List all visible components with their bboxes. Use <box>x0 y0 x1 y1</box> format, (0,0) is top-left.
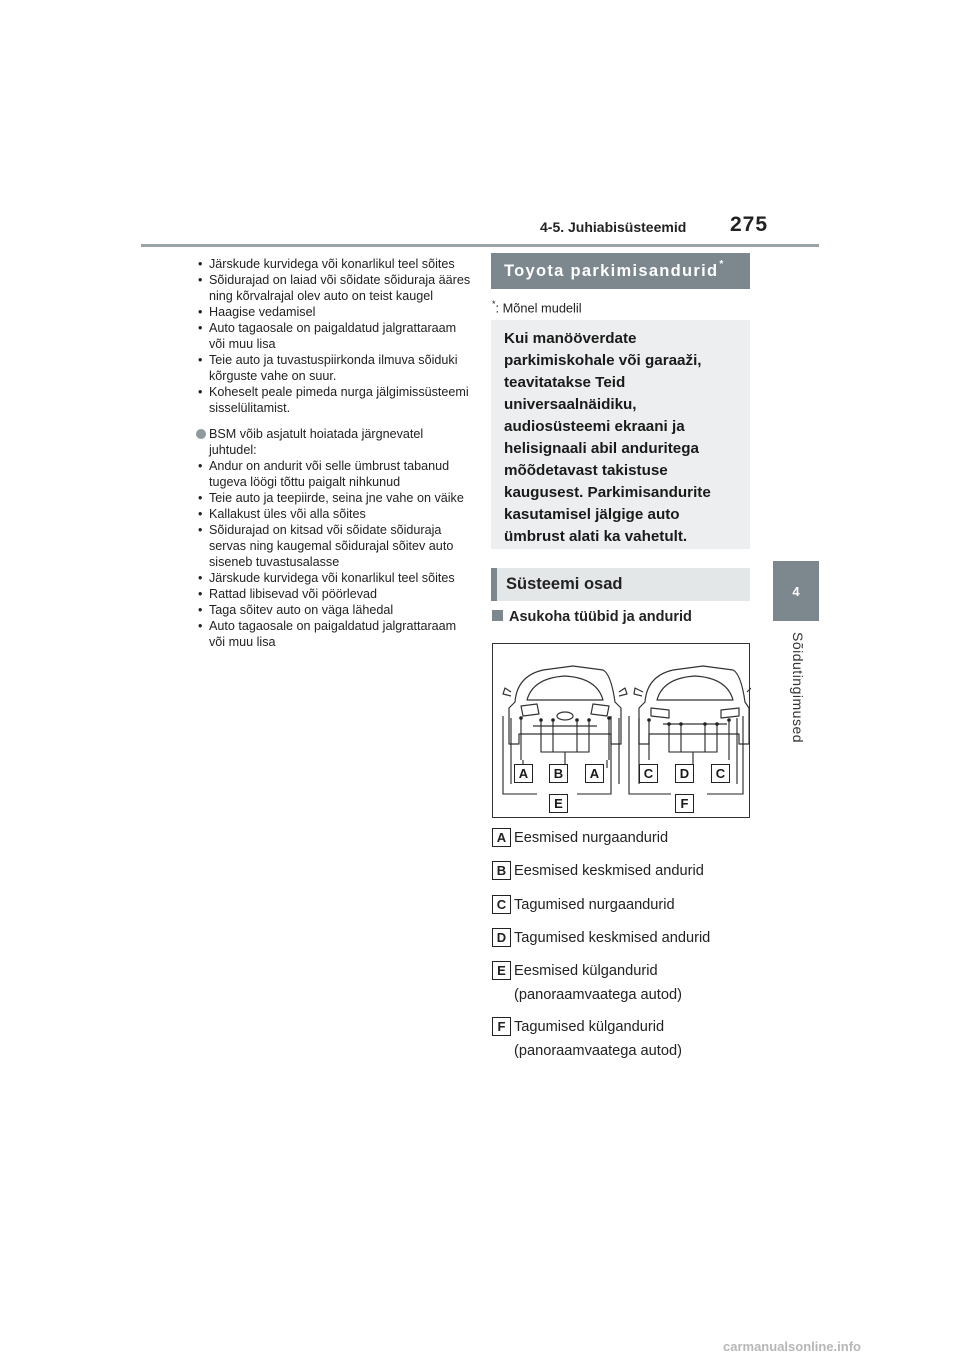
chapter-label: Sõidutingimused <box>790 632 806 744</box>
legend-item-d <box>492 926 752 950</box>
intro-box: Kui manööverdate parkimiskohale või garaaži, teavitatakse Teid universaalnäidiku, audiosüsteemi ekraani ja helisignaali abil anduritega mõõdetavast takistuse kaugusest. Parkimisandurite kasutamisel jälgige auto ümbrust alati ka vahetult. <box>491 320 750 549</box>
label-a-right: A <box>585 764 604 783</box>
label-d: D <box>675 764 694 783</box>
legend-text: Eesmised keskmised andurid <box>514 863 704 879</box>
list-item: • Rattad libisevad või pöörlevad <box>196 586 471 602</box>
square-bullet-icon <box>492 610 503 621</box>
section-title-bar <box>491 253 750 289</box>
list-item: • Koheselt peale pimeda nurga jälgimissüsteemi sisselülitamist. <box>196 384 471 416</box>
rear-car-outline <box>639 666 749 744</box>
section-header: 4-5. Juhiabisüsteemid <box>540 219 687 235</box>
list-item: • Järskude kurvidega või konarlikul teel sõites <box>196 256 471 272</box>
watermark: carmanualsonline.info <box>723 1339 861 1354</box>
header-divider <box>141 244 819 247</box>
legend-item-f <box>492 1015 702 1063</box>
condition-list-1 <box>196 256 471 416</box>
list-item: • Sõidurajad on laiad või sõidate sõiduraja ääres ning kõrvalrajal olev auto on teist kaugel <box>196 272 471 304</box>
list-item: • Teie auto ja teepiirde, seina jne vahe on väike <box>196 490 471 506</box>
chapter-tab: 4 <box>773 561 819 621</box>
legend-item-b <box>492 859 752 883</box>
legend-item-e <box>492 959 692 1007</box>
subheading <box>492 609 692 625</box>
legend-item-a <box>492 826 752 850</box>
footnote-asterisk: * <box>492 299 496 309</box>
label-c-right: C <box>711 764 730 783</box>
legend-text: Tagumised nurgaandurid <box>514 897 675 913</box>
left-column <box>196 256 471 650</box>
title-asterisk: * <box>719 258 725 270</box>
list-item: • Auto tagaosale on paigaldatud jalgrattaraam või muu lisa <box>196 320 471 352</box>
section-title: Toyota parkimisandurid <box>504 261 719 280</box>
label-a-left: A <box>514 764 533 783</box>
sensor-diagram-drawing <box>493 644 751 819</box>
legend-key: E <box>492 961 511 980</box>
list-item: • Haagise vedamisel <box>196 304 471 320</box>
list-item: • Auto tagaosale on paigaldatud jalgrattaraam või muu lisa <box>196 618 471 650</box>
legend-item-c <box>492 893 752 917</box>
bsm-warning-paragraph <box>196 426 471 458</box>
sensor-diagram <box>492 643 750 818</box>
condition-list-2 <box>196 458 471 650</box>
list-item: • Taga sõitev auto on väga lähedal <box>196 602 471 618</box>
footnote-text: : Mõnel mudelil <box>495 300 582 316</box>
label-e: E <box>549 794 568 813</box>
legend-key: D <box>492 928 511 947</box>
list-item: • Sõidurajad on kitsad või sõidate sõiduraja servas ning kaugemal sõidurajal sõitev auto siseneb tuvastusalasse <box>196 522 471 570</box>
legend-text: Tagumised keskmised andurid <box>514 930 711 946</box>
label-b: B <box>549 764 568 783</box>
legend-text: Eesmised külgandurid (panoraamvaatega autod) <box>514 963 682 1003</box>
legend-key: C <box>492 895 511 914</box>
list-item: • Kallakust üles või alla sõites <box>196 506 471 522</box>
legend-key: F <box>492 1017 511 1036</box>
label-c-left: C <box>639 764 658 783</box>
legend-key: A <box>492 828 511 847</box>
page-number: 275 <box>730 213 769 236</box>
list-item: • Teie auto ja tuvastuspiirkonda ilmuva sõiduki kõrguste vahe on suur. <box>196 352 471 384</box>
list-item: • Järskude kurvidega või konarlikul teel sõites <box>196 570 471 586</box>
bullet-circle-icon <box>196 429 206 439</box>
list-item: • Andur on andurit või selle ümbrust tabanud tugeva löögi tõttu paigalt nihkunud <box>196 458 471 490</box>
label-f: F <box>675 794 694 813</box>
subheading-text: Asukoha tüübid ja andurid <box>509 609 692 625</box>
paragraph-text: BSM võib asjatult hoiatada järgnevatel juhtudel: <box>209 427 424 457</box>
legend-text: Tagumised külgandurid (panoraamvaatega autod) <box>514 1019 682 1059</box>
footnote <box>492 299 582 315</box>
legend-text: Eesmised nurgaandurid <box>514 830 669 846</box>
legend-key: B <box>492 861 511 880</box>
subsection-title: Süsteemi osad <box>491 568 750 601</box>
